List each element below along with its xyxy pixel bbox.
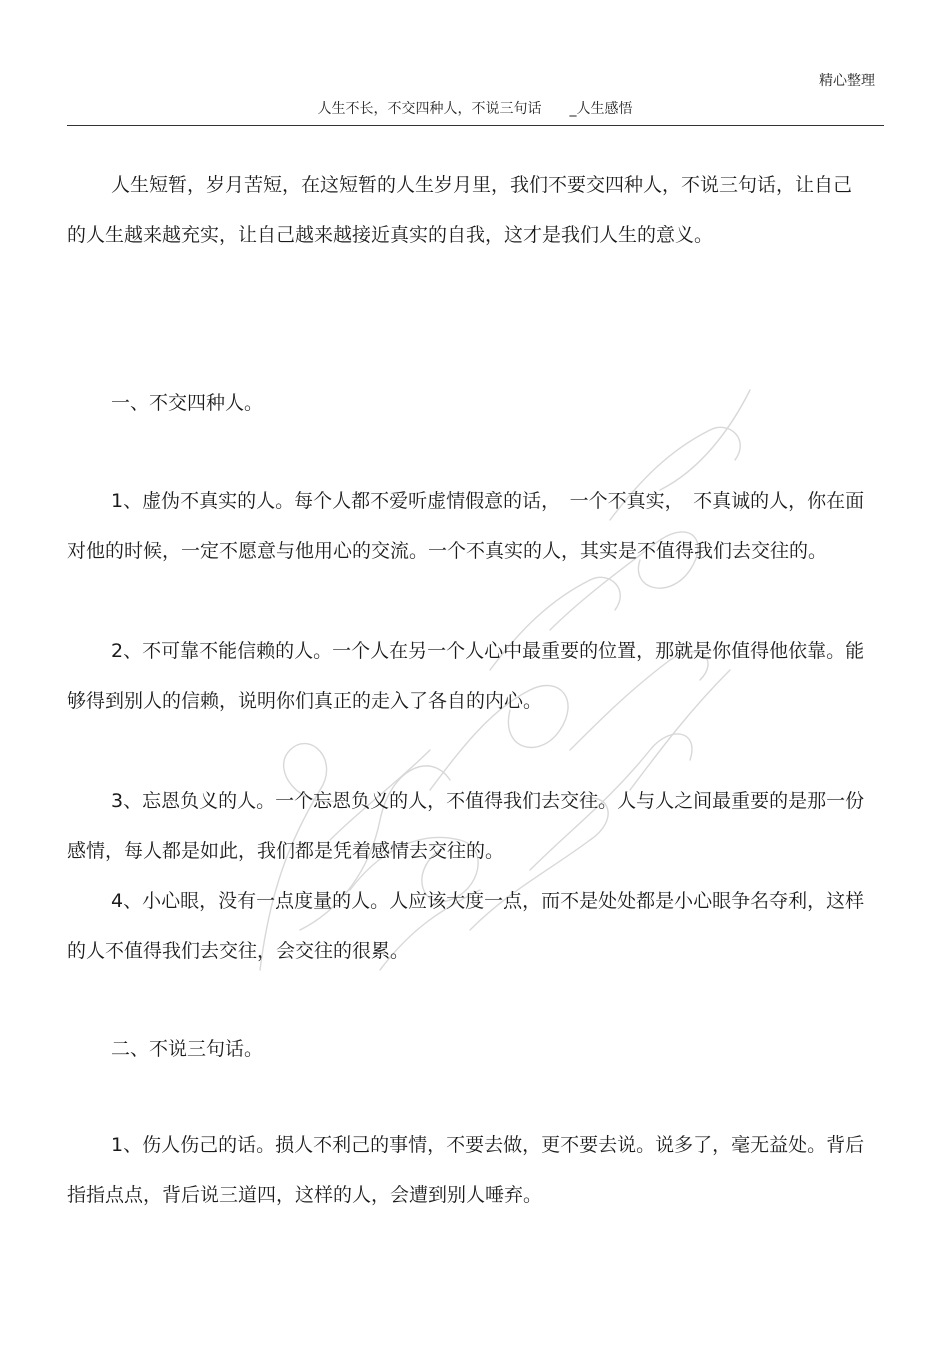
- header-rule: [67, 125, 884, 126]
- item-1-hurtful-words: 1、伤人伤己的话。损人不利己的事情，不要去做，更不要去说。说多了，毫无益处。背后指指点点，背后说三道四，这样的人，会遭到别人唾弃。: [67, 1134, 865, 1206]
- item-3-ungrateful-people: 3、忘恩负义的人。一个忘恩负义的人，不值得我们去交往。人与人之间最重要的是那一份感情，每人都是如此，我们都是凭着感情去交往的。: [67, 790, 865, 862]
- intro-paragraph: 人生短暂，岁月苦短，在这短暂的人生岁月里，我们不要交四种人，不说三句话，让自己的人生越来越充实，让自己越来越接近真实的自我，这才是我们人生的意义。: [67, 174, 853, 246]
- item-4-petty-people: 4、小心眼，没有一点度量的人。人应该大度一点，而不是处处都是小心眼争名夺利，这样的人不值得我们去交往，会交往的很累。: [67, 890, 865, 962]
- item-1-fake-people: 1、虚伪不真实的人。每个人都不爱听虚情假意的话， 一个不真实， 不真诚的人，你在面对他的时候，一定不愿意与他用心的交流。一个不真实的人，其实是不值得我们去交往的。: [67, 490, 865, 562]
- page-header-title: 人生不长，不交四种人，不说三句话 _人生感悟: [317, 101, 633, 117]
- item-2-unreliable-people: 2、不可靠不能信赖的人。一个人在另一个人心中最重要的位置，那就是你值得他依靠。能够得到别人的信赖，说明你们真正的走入了各自的内心。: [67, 640, 865, 712]
- corner-label: 精心整理: [819, 73, 875, 89]
- section-heading-two: 二、不说三句话。: [111, 1038, 264, 1060]
- section-heading-one: 一、不交四种人。: [111, 392, 264, 414]
